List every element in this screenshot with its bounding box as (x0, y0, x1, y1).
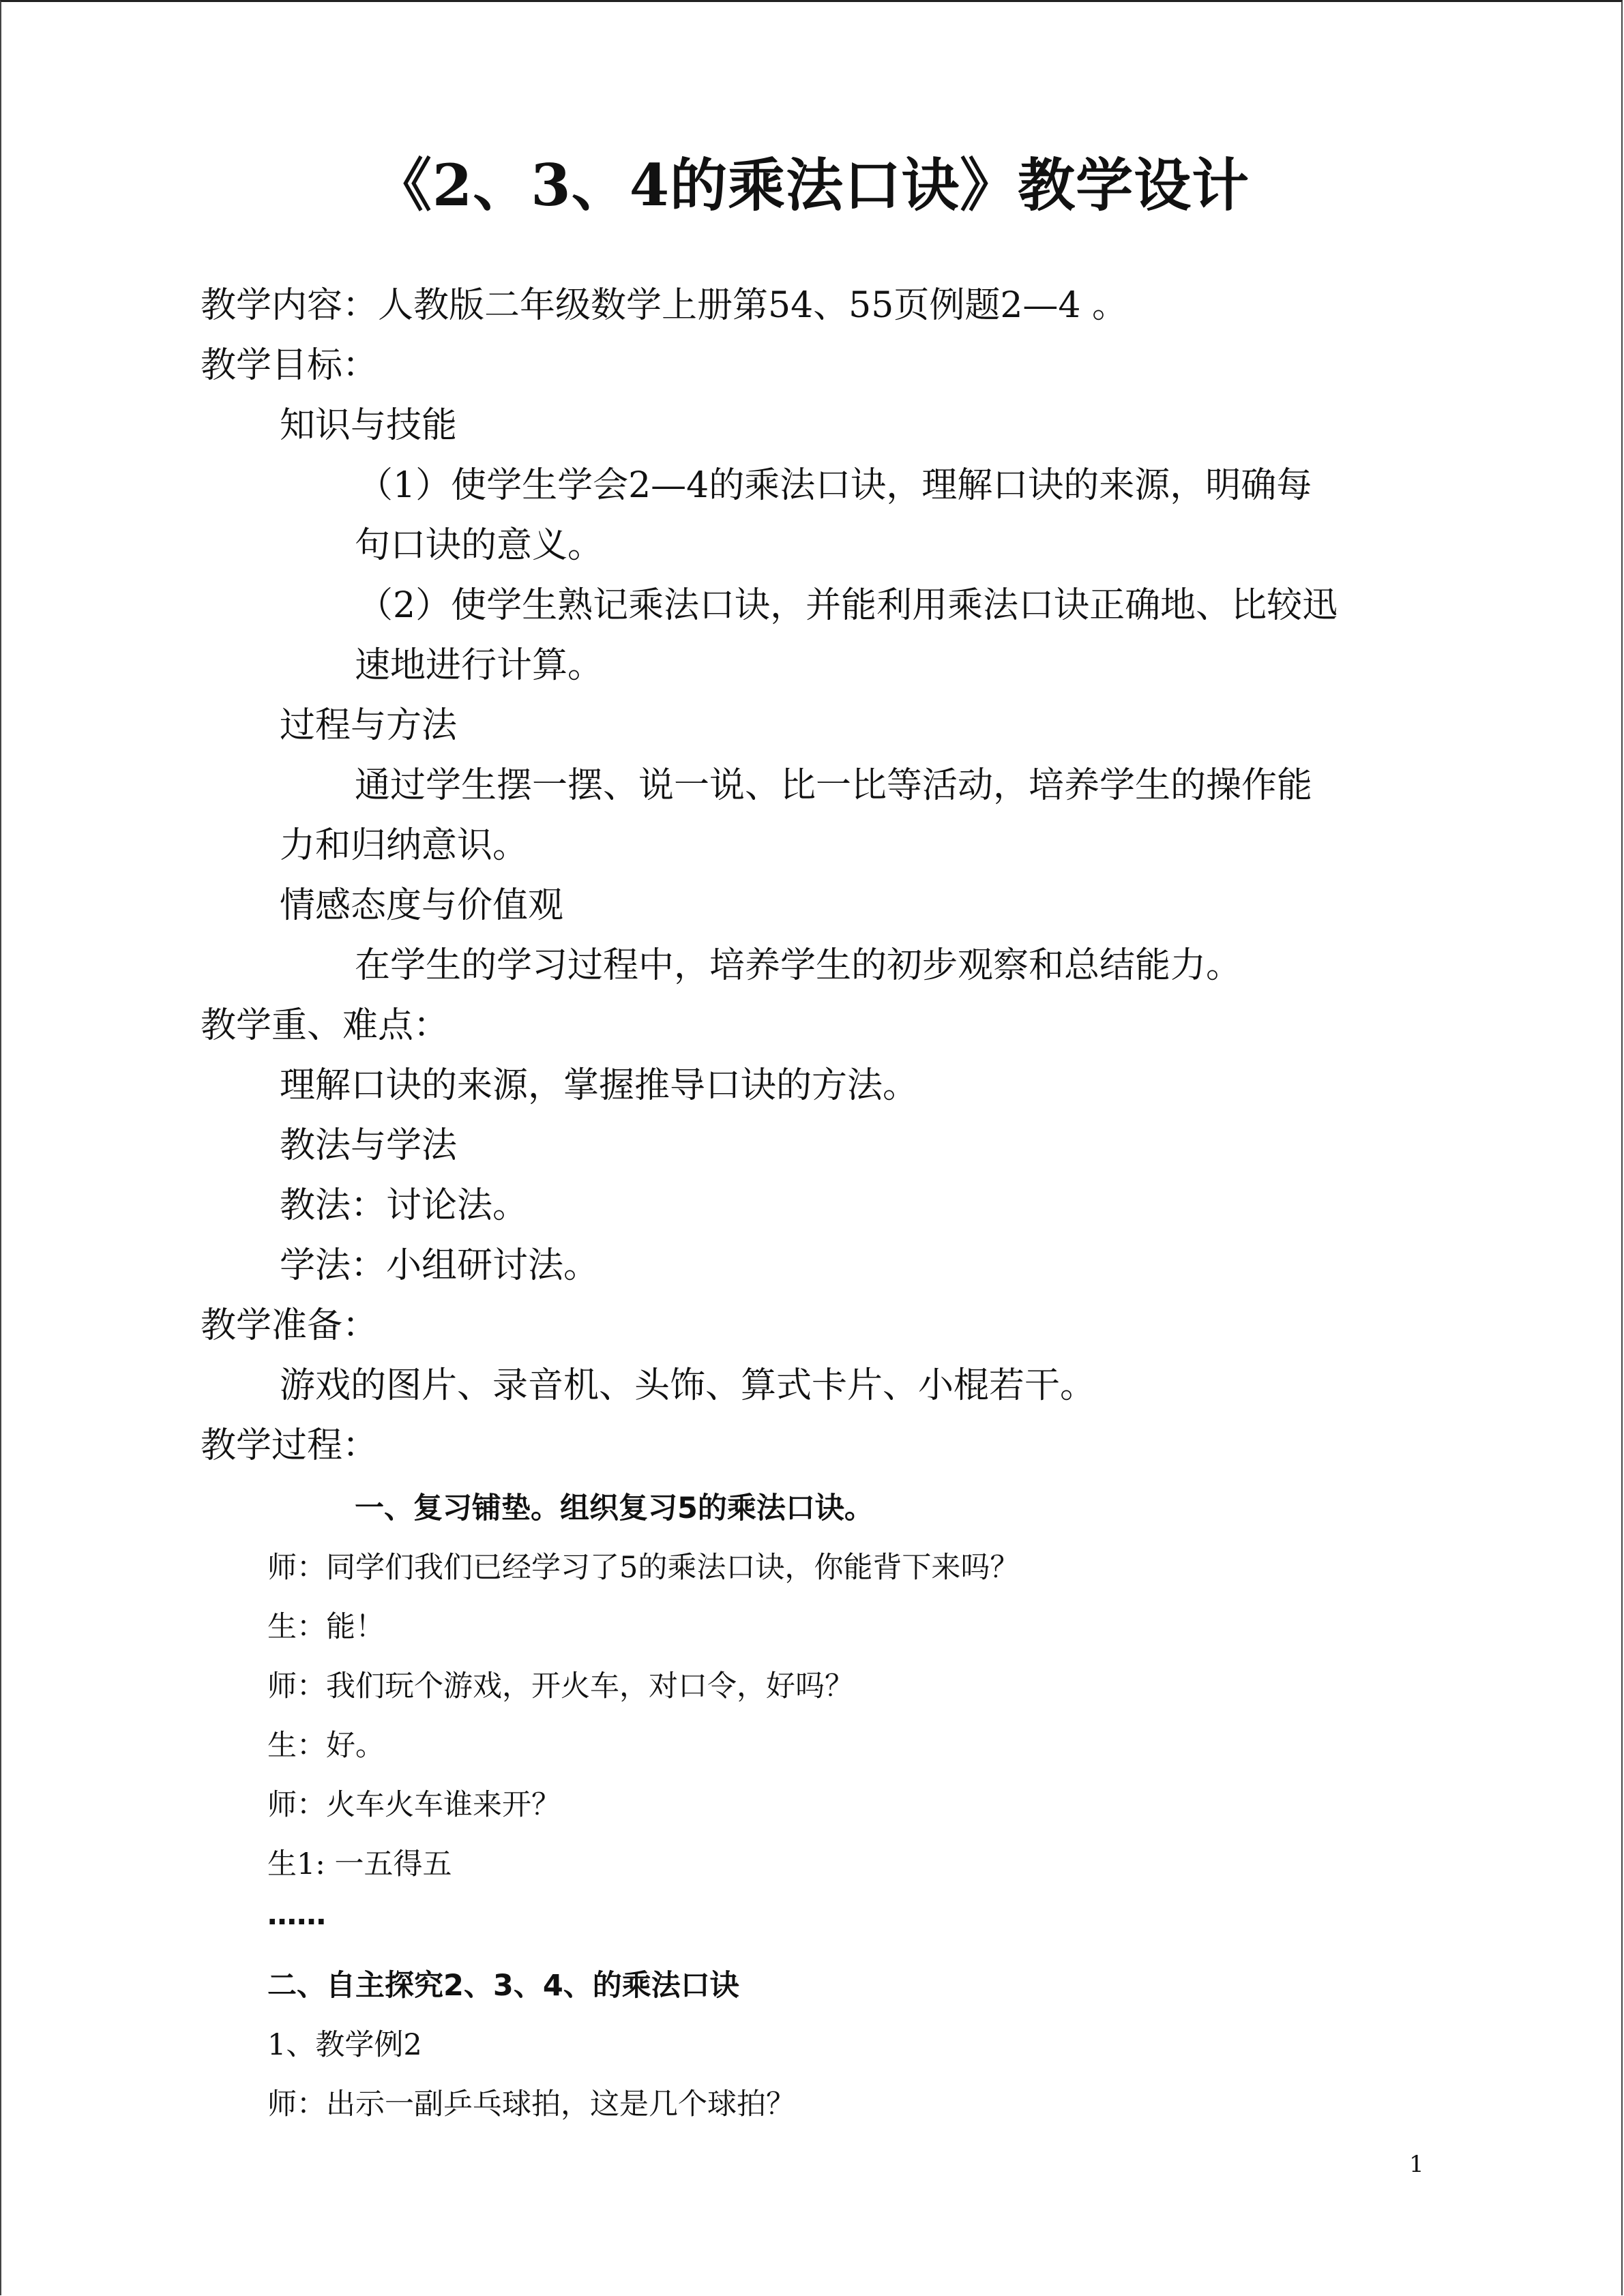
dialogue-line: 生：好。 (267, 1729, 385, 1763)
prep-line: 游戏的图片、录音机、头饰、算式卡片、小棍若干。 (280, 1365, 1096, 1406)
dialogue-line: 生1: 一五得五 (267, 1847, 452, 1881)
emotion-line: 在学生的学习过程中，培养学生的初步观察和总结能力。 (355, 945, 1242, 986)
learning-method: 学法：小组研讨法。 (280, 1245, 600, 1286)
process-heading: 过程与方法 (280, 705, 458, 746)
process-line2: 力和归纳意识。 (280, 825, 529, 866)
procedure-heading: 教学过程： (201, 1425, 379, 1466)
goal1-line2: 句口诀的意义。 (355, 525, 604, 566)
process-line1: 通过学生摆一摆、说一说、比一比等活动，培养学生的操作能 (355, 765, 1313, 806)
objectives-heading: 教学目标： (201, 345, 379, 386)
section1-heading: 一、复习铺垫。组织复习5的乘法口诀。 (355, 1491, 874, 1525)
knowledge-heading: 知识与技能 (280, 405, 458, 446)
page-number: 1 (1409, 2151, 1424, 2178)
dialogue-line: 生：能！ (267, 1610, 385, 1644)
prep-heading: 教学准备： (201, 1305, 379, 1346)
dialogue-line: 师：同学们我们已经学习了5的乘法口诀，你能背下来吗？ (267, 1551, 1020, 1585)
methods-heading: 教法与学法 (280, 1125, 458, 1166)
ellipsis: …… (267, 1898, 326, 1932)
section2-heading: 二、自主探究2、3、4、的乘法口诀 (267, 1969, 739, 2003)
keypoints-heading: 教学重、难点： (201, 1005, 449, 1046)
teaching-method: 教法：讨论法。 (280, 1185, 529, 1226)
emotion-heading: 情感态度与价值观 (280, 885, 564, 926)
document-title: 《2、3、4的乘法口诀》教学设计 (374, 151, 1250, 219)
dialogue-line: 师：火车火车谁来开？ (267, 1788, 561, 1822)
dialogue-line: 师：出示一副乒乓球拍，这是几个球拍？ (267, 2087, 795, 2121)
goal2-line1: （2）使学生熟记乘法口诀，并能利用乘法口诀正确地、比较迅 (357, 585, 1338, 626)
keypoints-line: 理解口诀的来源，掌握推导口诀的方法。 (280, 1065, 919, 1106)
teaching-content: 教学内容：人教版二年级数学上册第54、55页例题2—4 。 (201, 285, 1128, 326)
goal2-line2: 速地进行计算。 (355, 645, 604, 686)
goal1-line1: （1）使学生学会2—4的乘法口诀，理解口诀的来源，明确每 (357, 465, 1312, 506)
dialogue-line: 师：我们玩个游戏，开火车，对口令，好吗？ (267, 1669, 854, 1703)
example-heading: 1、教学例2 (267, 2028, 422, 2062)
